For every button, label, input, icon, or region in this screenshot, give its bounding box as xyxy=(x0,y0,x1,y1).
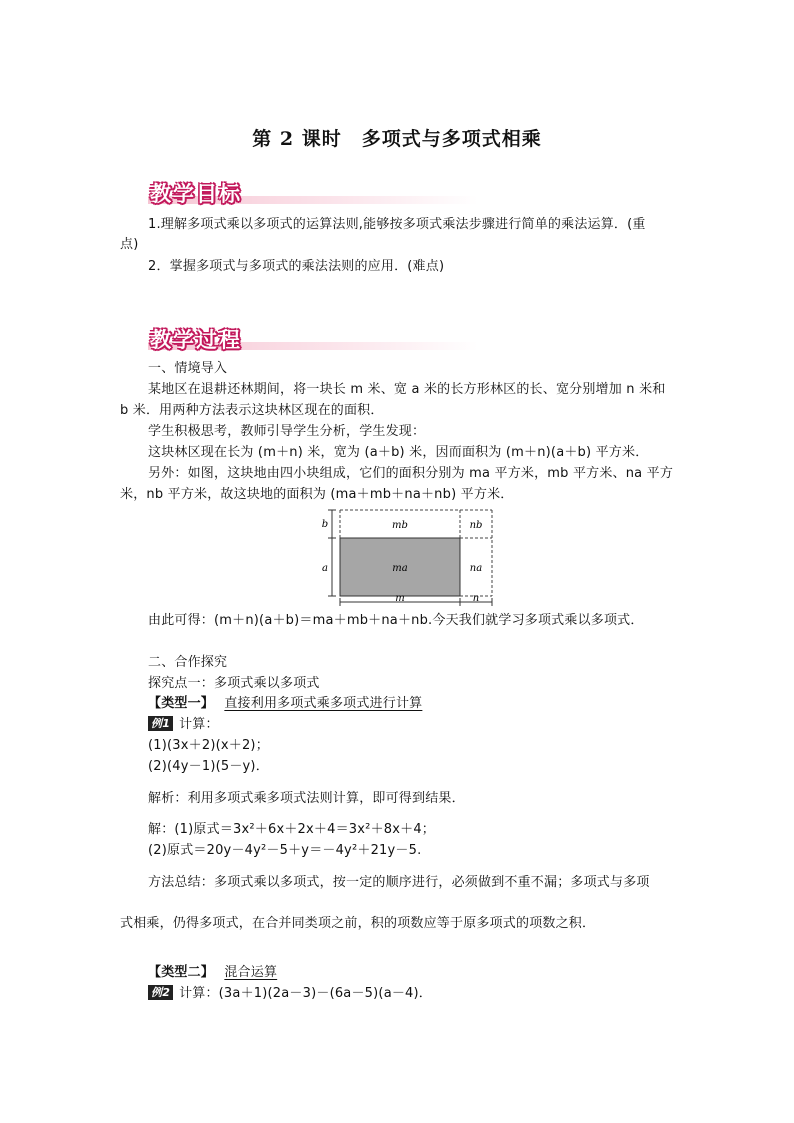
method-summary-cont: 式相乘，仍得多项式，在合并同类项之前，积的项数应等于原多项式的项数之积． xyxy=(120,916,596,931)
solution-1: 解：(1)原式＝3x²＋6x＋2x＋4＝3x²＋8x＋4； xyxy=(148,822,436,837)
example2 xyxy=(148,985,432,1003)
area-diagram xyxy=(320,505,500,607)
example1-q2: (2)(4y－1)(5－y)． xyxy=(148,759,269,774)
objective-1-cont: 点) xyxy=(120,237,139,252)
example1-prompt: 计算： xyxy=(179,717,219,732)
objective-2: 2．掌握多项式与多项式的乘法法则的应用．(难点) xyxy=(148,259,445,274)
intro-p4: 另外：如图，这块地由四小块组成，它们的面积分别为 ma 平方米，mb 平方米、na 平方 xyxy=(148,466,674,481)
type2-title: 混合运算 xyxy=(224,965,278,980)
intro-conclusion: 由此可得：(m＋n)(a＋b)＝ma＋mb＋na＋nb.今天我们就学习多项式乘以多项式． xyxy=(148,613,644,628)
type1-title: 直接利用多项式乘多项式进行计算 xyxy=(224,696,423,711)
process-banner xyxy=(148,324,478,354)
label-a: a xyxy=(322,563,328,574)
analysis: 解析：利用多项式乘多项式法则计算，即可得到结果． xyxy=(148,791,465,806)
objective-1: 1.理解多项式乘以多项式的运算法则,能够按多项式乘法步骤进行简单的乘法运算．(重 xyxy=(148,217,646,232)
objectives-label: 教学目标 xyxy=(150,182,242,206)
objectives-banner xyxy=(148,178,478,208)
example1 xyxy=(148,716,219,734)
label-na: na xyxy=(469,563,483,574)
example2-text: 计算：(3a＋1)(2a－3)－(6a－5)(a－4)． xyxy=(179,986,432,1001)
type1-bracket: 【类型一】 xyxy=(148,696,215,711)
explore-heading: 二、合作探究 xyxy=(148,655,228,670)
example1-badge: 例1 xyxy=(148,716,173,731)
label-nb: nb xyxy=(469,520,483,531)
intro-p2: 学生积极思考，教师引导学生分析，学生发现： xyxy=(148,424,426,439)
intro-heading: 一、情境导入 xyxy=(148,361,228,376)
example1-q1: (1)(3x＋2)(x＋2)； xyxy=(148,738,269,753)
type2-bracket: 【类型二】 xyxy=(148,965,215,980)
type2-heading xyxy=(148,964,277,982)
intro-p1: 某地区在退耕还林期间，将一块长 m 米、宽 a 米的长方形林区的长、宽分别增加 n 米和 xyxy=(148,382,666,397)
intro-p3: 这块林区现在长为 (m＋n) 米，宽为 (a＋b) 米，因而面积为 (m＋n)(a＋b) 平方米． xyxy=(148,445,649,460)
label-ma: ma xyxy=(392,563,408,574)
label-b: b xyxy=(321,519,329,530)
solution-2: (2)原式＝20y－4y²－5＋y＝－4y²＋21y－5. xyxy=(148,843,422,858)
label-mb: mb xyxy=(392,520,408,531)
page-title: 第 2 课时 多项式与多项式相乘 xyxy=(252,128,542,150)
process-label: 教学过程 xyxy=(150,328,242,352)
type1-heading xyxy=(148,695,422,713)
explore-point1: 探究点一：多项式乘以多项式 xyxy=(148,676,320,691)
example2-badge: 例2 xyxy=(148,985,173,1000)
intro-p4-cont: 米，nb 平方米，故这块地的面积为 (ma＋mb＋na＋nb) 平方米． xyxy=(120,487,514,502)
label-n: n xyxy=(472,593,480,604)
label-m: m xyxy=(395,593,405,604)
method-summary: 方法总结：多项式乘以多项式，按一定的顺序进行，必须做到不重不漏；多项式与多项 xyxy=(148,875,650,890)
intro-p1-cont: b 米．用两种方法表示这块林区现在的面积． xyxy=(120,403,384,418)
